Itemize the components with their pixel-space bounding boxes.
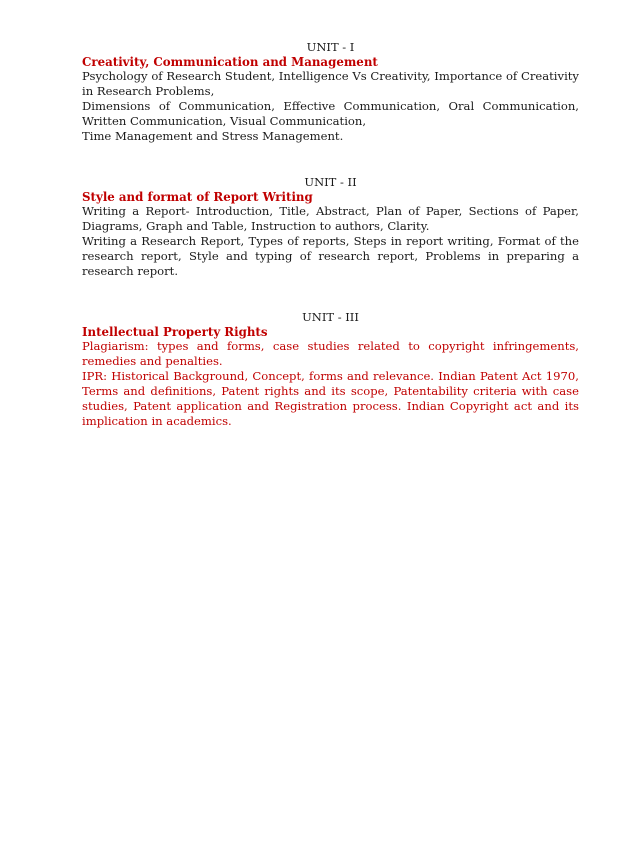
unit-title: UNIT - I (306, 40, 355, 54)
unit-paragraph: Writing a Research Report, Types of reports, Steps in report writing, Format of the research report, Style and typing of research report, Problems in preparing a research report. (82, 234, 579, 278)
unit-heading: Style and format of Report Writing (82, 190, 313, 204)
unit-2 (82, 175, 579, 279)
syllabus-page (82, 40, 579, 429)
unit-title: UNIT - II (304, 175, 357, 189)
unit-paragraph: IPR: Historical Background, Concept, forms and relevance. Indian Patent Act 1970, Terms and definitions, Patent rights and its scope, Patentability criteria with case studies, Patent application and Registration process. Indian Copyright act and its implication in academics. (82, 369, 579, 428)
unit-paragraph: Time Management and Stress Management. (82, 129, 344, 143)
unit-paragraph: Plagiarism: types and forms, case studies related to copyright infringements, remedies and penalties. (82, 339, 579, 368)
unit-1 (82, 40, 579, 144)
unit-paragraph: Writing a Report- Introduction, Title, Abstract, Plan of Paper, Sections of Paper, Diagrams, Graph and Table, Instruction to authors, Clarity. (82, 204, 579, 233)
unit-paragraph: Dimensions of Communication, Effective Communication, Oral Communication, Written Communication, Visual Communication, (82, 99, 579, 128)
unit-heading: Intellectual Property Rights (82, 325, 268, 339)
unit-heading: Creativity, Communication and Management (82, 55, 378, 69)
unit-paragraph: Psychology of Research Student, Intelligence Vs Creativity, Importance of Creativity in Research Problems, (82, 69, 579, 98)
unit-3 (82, 310, 579, 429)
unit-title: UNIT - III (302, 310, 359, 324)
